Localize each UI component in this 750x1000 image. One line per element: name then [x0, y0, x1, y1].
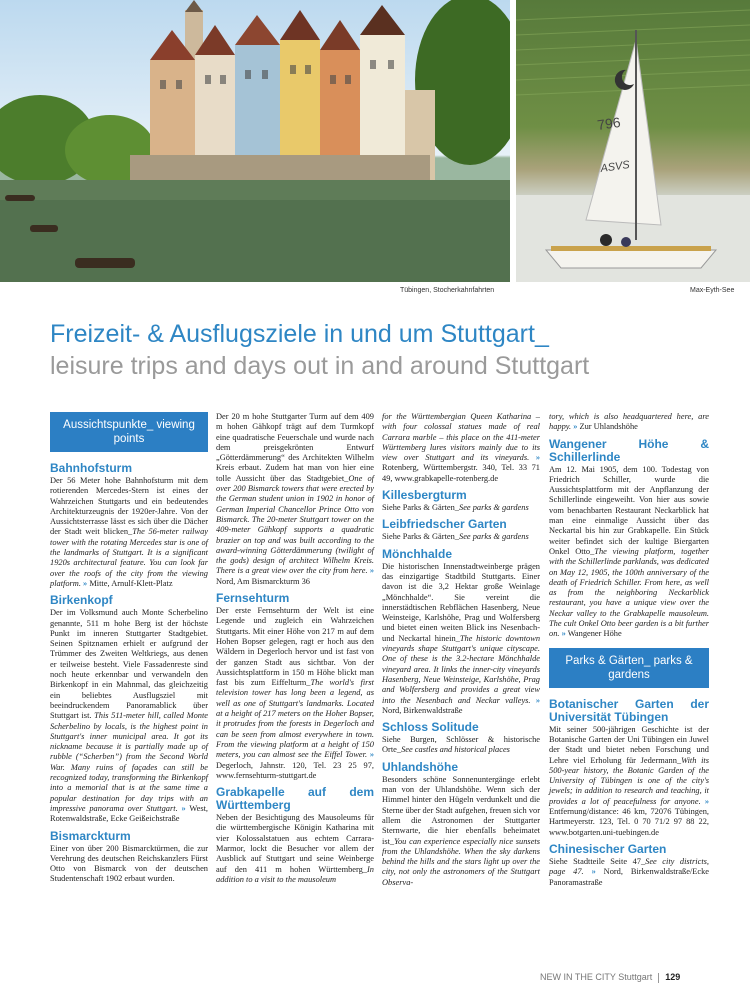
text-german: Besonders schöne Sonnenuntergänge erlebt man von der Uhlandshöhe. Wenn sich der Himmel hinter den Hügeln verdunkelt und die Sterne über der Stadt aufgehen, freuen sich vor allem die Astronomen der Stuttgarter Sternwarte, die hier ebenfalls beheimatet ist_	[382, 774, 540, 846]
arrow-icon: »	[181, 803, 186, 813]
address-text: Nord, Birkenwaldstraße/Ecke Panoramastraße	[549, 867, 709, 887]
entry-botanischer-garten	[549, 725, 709, 838]
arrow-icon: »	[535, 695, 541, 705]
headline-english: leisure trips and days out in and around Stuttgart	[50, 352, 590, 380]
address-text: Degerloch, Jahnstr. 120, Tel. 23 25 97, www.fernsehturm-stuttgart.de	[216, 760, 374, 780]
page-footer	[540, 972, 680, 983]
section-box-parks: Parks & Gärten_ parks & gardens	[549, 648, 709, 688]
text-english: One of over 200 Bismarck towers that were erected by the German student union in 1902 in honor of German Imperial Chancellor Prince Otto von Bismarck. The 20-meter Stuttgart tower on the 409-meter Gähkopf supports a quadratic brazier on top and was built according to the award-winning Götterdämmerung (twilight of the gods) design of architect Wilhelm Kreis. There is a great view over the city from here.	[216, 473, 375, 576]
heading-bahnhofsturm: Bahnhofsturm	[50, 461, 132, 475]
text-german: Die historischen Innenstadtweinberge prägen das einzigartige Stadtbild Stuttgarts. Einer davon ist die 3,2 Hektar große Weinlage „Mönchhalde“. Sie vereint die innerstädtischen Rebflächen Hasenberg, Neue Weinsteige, Karlshöhe, Prag und Wolfersberg und bietet einen weiten Blick ins Nesenbach- und Neckartal hinein_	[382, 561, 540, 643]
address-text: Zur Uhlandshöhe	[579, 422, 638, 432]
column-3	[382, 412, 540, 888]
text-english: This 511-meter hill, called Monte Scherbelino by locals, is the highest point in Stuttgart's inner municipal area. It got its nickname because it is partially made up of rubble (“Scherben”) from the Second World War. Many ruins of façades can still be recognized today, transforming the Birkenkopf into a memorial that is at the same time a popular destination for day trips with an impressive panorama over Stuttgart.	[50, 711, 208, 813]
column-1	[50, 412, 208, 885]
text-german: Siehe Burgen, Schlösser & historische Orte_	[382, 735, 540, 755]
entry-grabkapelle-cont	[382, 412, 540, 484]
text-english: The 56-meter railway tower with the rotating Mercedes star is one of the landmarks of Stuttgart. It is a significant 1920s architectural feature. You can look far over the roofs of the city from the viewing platform.	[50, 527, 208, 588]
text-german: Der 20 m hohe Stuttgarter Turm auf dem 409 m hohen Gähkopf trägt auf dem Turmkopf eine quadratische Feuerschale und wurde nach dem preisgekrönten Entwurf „Götterdämmerung“ des Architekten Wilhelm Kreis erbaut. Zudem hat man von hier eine tolle Aussicht über das Stadtgebiet_	[216, 412, 374, 483]
heading-moenchhalde: Mönchhalde	[382, 546, 453, 561]
text-english: for the Württembergian Queen Katharina – with four colossal statues made of real Carrara marble – this place on the 411-meter Württemberg lures visitors mainly due to its view over Stuttgart and its vineyards.	[382, 412, 540, 463]
column-2	[216, 412, 374, 885]
address-text: Wangener Höhe	[567, 629, 622, 639]
arrow-icon: »	[83, 578, 88, 588]
arrow-icon: »	[369, 750, 374, 760]
entry-bismarckturm-cont	[216, 412, 374, 587]
heading-uhlandshoehe: Uhlandshöhe	[382, 759, 459, 774]
page-number: 129	[665, 972, 681, 982]
entry-chinesischer-garten	[549, 857, 709, 888]
address-ref	[83, 579, 173, 588]
entry-fernsehturm	[216, 606, 374, 781]
arrow-icon: »	[369, 566, 375, 576]
text-english: The viewing platform, together with the Schillerlinde parklands, was dedicated on May 12, 1905, the 100th anniversary of the death of Friedrich Schiller. From here, as well as from the neighboring Neckarblick restaurant, you have a unique view over the Neckar valley to the Grabkapelle mausoleum. The cult Onkel Otto beer garden is a bit further on.	[549, 546, 710, 639]
heading-bismarckturm: Bismarckturm	[50, 828, 131, 843]
heading-schloss-solitude: Schloss Solitude	[382, 720, 479, 735]
entry-leibfriedscher-garten	[382, 532, 540, 542]
magazine-name: NEW IN THE CITY	[540, 972, 616, 982]
text-german: Neben der Besichtigung des Mausoleums für die württembergische Königin Katharina mit vier Kolossalstatuen aus echtem Carrara-Marmor, lockt die Besucher vor allem der Ausblick auf Stuttgart und seine Weinberge auf den 411 m hohen Württemberg_	[216, 813, 374, 874]
address-text: West, Rotenwaldstraße, Ecke Geißeichstraße	[50, 803, 209, 824]
photo-caption-right: Max-Eyth-See	[690, 287, 735, 294]
text-english: With its 500-year history, the Botanic Garden of the University of Tübingen is one of the city's jewels; in addition to research and teaching, it provides a lot of peacefulness for anyone.	[549, 755, 709, 806]
section-box-viewing-points: Aussichtspunkte_ viewing points	[50, 412, 208, 452]
address-text: Mitte, Arnulf-Klett-Platz	[89, 578, 173, 588]
text-german: Der im Volksmund auch Monte Scherbelino genannte, 511 m hohe Berg ist der höchste Punkt im inneren Stuttgarter Stadtgebiet. Seinen Spitznamen erhielt er aufgrund der Trümmer des Zweiten Weltkriegs, aus denen er teilweise besteht. Viele Fassadenreste sind noch heute erkennbar und verwandeln den Birkenkopf in ein Mahnmal, das gleichzeitig ein beliebtes Ausflugsziel mit beeindruckendem Panoramablick über Stuttgart ist.	[50, 608, 208, 721]
headline	[50, 318, 710, 382]
text-german: Siehe Parks & Gärten_	[382, 532, 459, 542]
entry-bahnhofsturm	[50, 476, 208, 589]
text-german: Siehe Parks & Gärten_	[382, 503, 459, 513]
text-english: See parks & gardens	[459, 532, 529, 542]
address-ref	[573, 422, 638, 431]
text-english: See parks & gardens	[459, 503, 529, 513]
entry-grabkapelle	[216, 813, 374, 885]
arrow-icon: »	[704, 796, 710, 806]
address-text: Rotenberg, Württembergstr. 340, Tel. 33 71 49, www.grabkapelle-rotenberg.de	[382, 463, 540, 483]
address-text: Nord, Am Bismarckturm 36	[216, 576, 310, 586]
entry-schloss-solitude	[382, 735, 540, 756]
photo-sailboat	[516, 0, 750, 282]
entry-moenchhalde	[382, 562, 540, 716]
heading-wangener-hoehe: Wangener Höhe & Schillerlinde	[549, 436, 709, 464]
text-english: See castles and historical places	[401, 745, 510, 755]
heading-chinesischer-garten: Chinesischer Garten	[549, 841, 667, 856]
text-english: See city districts, page 47.	[549, 856, 709, 877]
arrow-icon: »	[573, 422, 578, 432]
photo-tuebingen	[0, 0, 510, 282]
column-4	[549, 412, 709, 888]
text-german: Mit seiner 500-jährigen Geschichte ist der Botanische Garten der Uni Tübingen ein Juwel der Stadt und bietet neben Forschung und Lehre viel Erholung für Jedermann_	[549, 724, 709, 765]
entry-wangener-hoehe	[549, 465, 709, 640]
heading-botanischer-garten: Botanischer Garten der Universität Tübingen	[549, 696, 709, 724]
address-ref	[562, 629, 622, 638]
text-english: tory, which is also headquartered here, are happy.	[549, 412, 709, 432]
sail-text: ASVS	[599, 159, 631, 175]
footer-divider	[658, 973, 659, 983]
sail-number: 796	[596, 113, 622, 133]
text-german: Der 56 Meter hohe Bahnhofsturm mit dem rotierenden Mercedes-Stern ist eines der Wahrzeichen Stuttgarts und ein bedeutendes Architekturzeugnis der 1920er-Jahre. Von der Aussichtsterrasse lässt es sich über die Dächer der Stadt weit blicken_	[50, 476, 208, 537]
text-english: The world's first television tower has long been a legend, as well as one of Stuttgart's landmarks. Located at a height of 217 meters on the Hoher Bopser, it protrudes from the forests in Degerloch and can be seen from almost everywhere in town. From the viewing platform at a height of 150 meters, you can almost see the Eiffel Tower.	[216, 678, 374, 760]
heading-leibfriedscher-garten: Leibfriedscher Garten	[382, 517, 507, 532]
text-german: Am 12. Mai 1905, dem 100. Todestag von Friedrich Schiller, wurde die Aussichtsplattform mit der Anpflanzung der Schillerlinde eingeweiht. Von hier aus sowie vom benachbarten Restaurant Neckarblick hat man eine einmalige Aussicht über das Neckartal bis hin zur Grabkapelle. Ein Stück weiter befindet sich der kultige Biergarten Onkel Otto_	[549, 464, 709, 556]
entry-bismarckturm: Einer von über 200 Bismarcktürmen, die zur Verehrung des deutschen Reichskanzlers Fürst Otto von Bismarck von der deutschen Studentenschaft 1902 erbaut wurden.	[50, 843, 208, 884]
heading-grabkapelle: Grabkapelle auf dem Württemberg	[216, 785, 374, 813]
heading-fernsehturm: Fernsehturm	[216, 591, 290, 606]
entry-birkenkopf	[50, 608, 208, 824]
text-german: Siehe Stadtteile Seite 47_	[549, 856, 646, 866]
arrow-icon: »	[591, 867, 596, 877]
text-german: Der erste Fernsehturm der Welt ist eine Legende und zugleich ein Wahrzeichen Stuttgarts. Mit einer Höhe von 217 m auf dem Hohen Bopser gelegen, ragt er hoch aus den Wäldern in Degerloch hervor und ist fast von der ganzen Stadt aus sichtbar. Von der Aussichtsplattform in 150 m Höhe blickt man fast bis zum Eiffelturm_	[216, 606, 374, 688]
arrow-icon: »	[561, 629, 566, 639]
heading-killesbergturm: Killesbergturm	[382, 488, 467, 503]
address-text: Entfernung/distance: 46 km, 72076 Tübingen, Hartmeyerstr. 123, Tel. 0 70 71/2 97 88 22, www.botgarten.uni-tuebingen.de	[549, 807, 709, 837]
city-name: Stuttgart	[618, 972, 653, 982]
arrow-icon: »	[535, 453, 540, 463]
text-english: You can experience especially nice sunsets from the Uhlandshöhe. When the sky darkens behind the hills and the stars light up over the city, not only the astronomers of the Stuttgart Observa-	[382, 836, 540, 887]
photo-caption-left: Tübingen, Stocherkahnfahrten	[400, 287, 495, 294]
heading-birkenkopf: Birkenkopf	[50, 593, 113, 608]
text-english: The historic downtown vineyards shape Stuttgart's unique cityscape. One of these is the 3.2-hectare Mönchhalde vineyard area. It links the inner-city vineyards Hasenberg, Neue Weinsteige, Karlshöhe, Prag and Wolfersberg and provides a great view into the Nesenbach and Neckar valleys.	[382, 633, 541, 705]
entry-uhlandshoehe-cont	[549, 412, 709, 433]
entry-killesbergturm	[382, 503, 540, 513]
text-english: In addition to a visit to the mausoleum	[216, 864, 374, 884]
headline-german: Freizeit- & Ausflugsziele in und um Stuttgart_	[50, 320, 549, 348]
entry-uhlandshoehe	[382, 775, 540, 888]
address-text: Nord, Birkenwaldstraße	[382, 705, 463, 715]
